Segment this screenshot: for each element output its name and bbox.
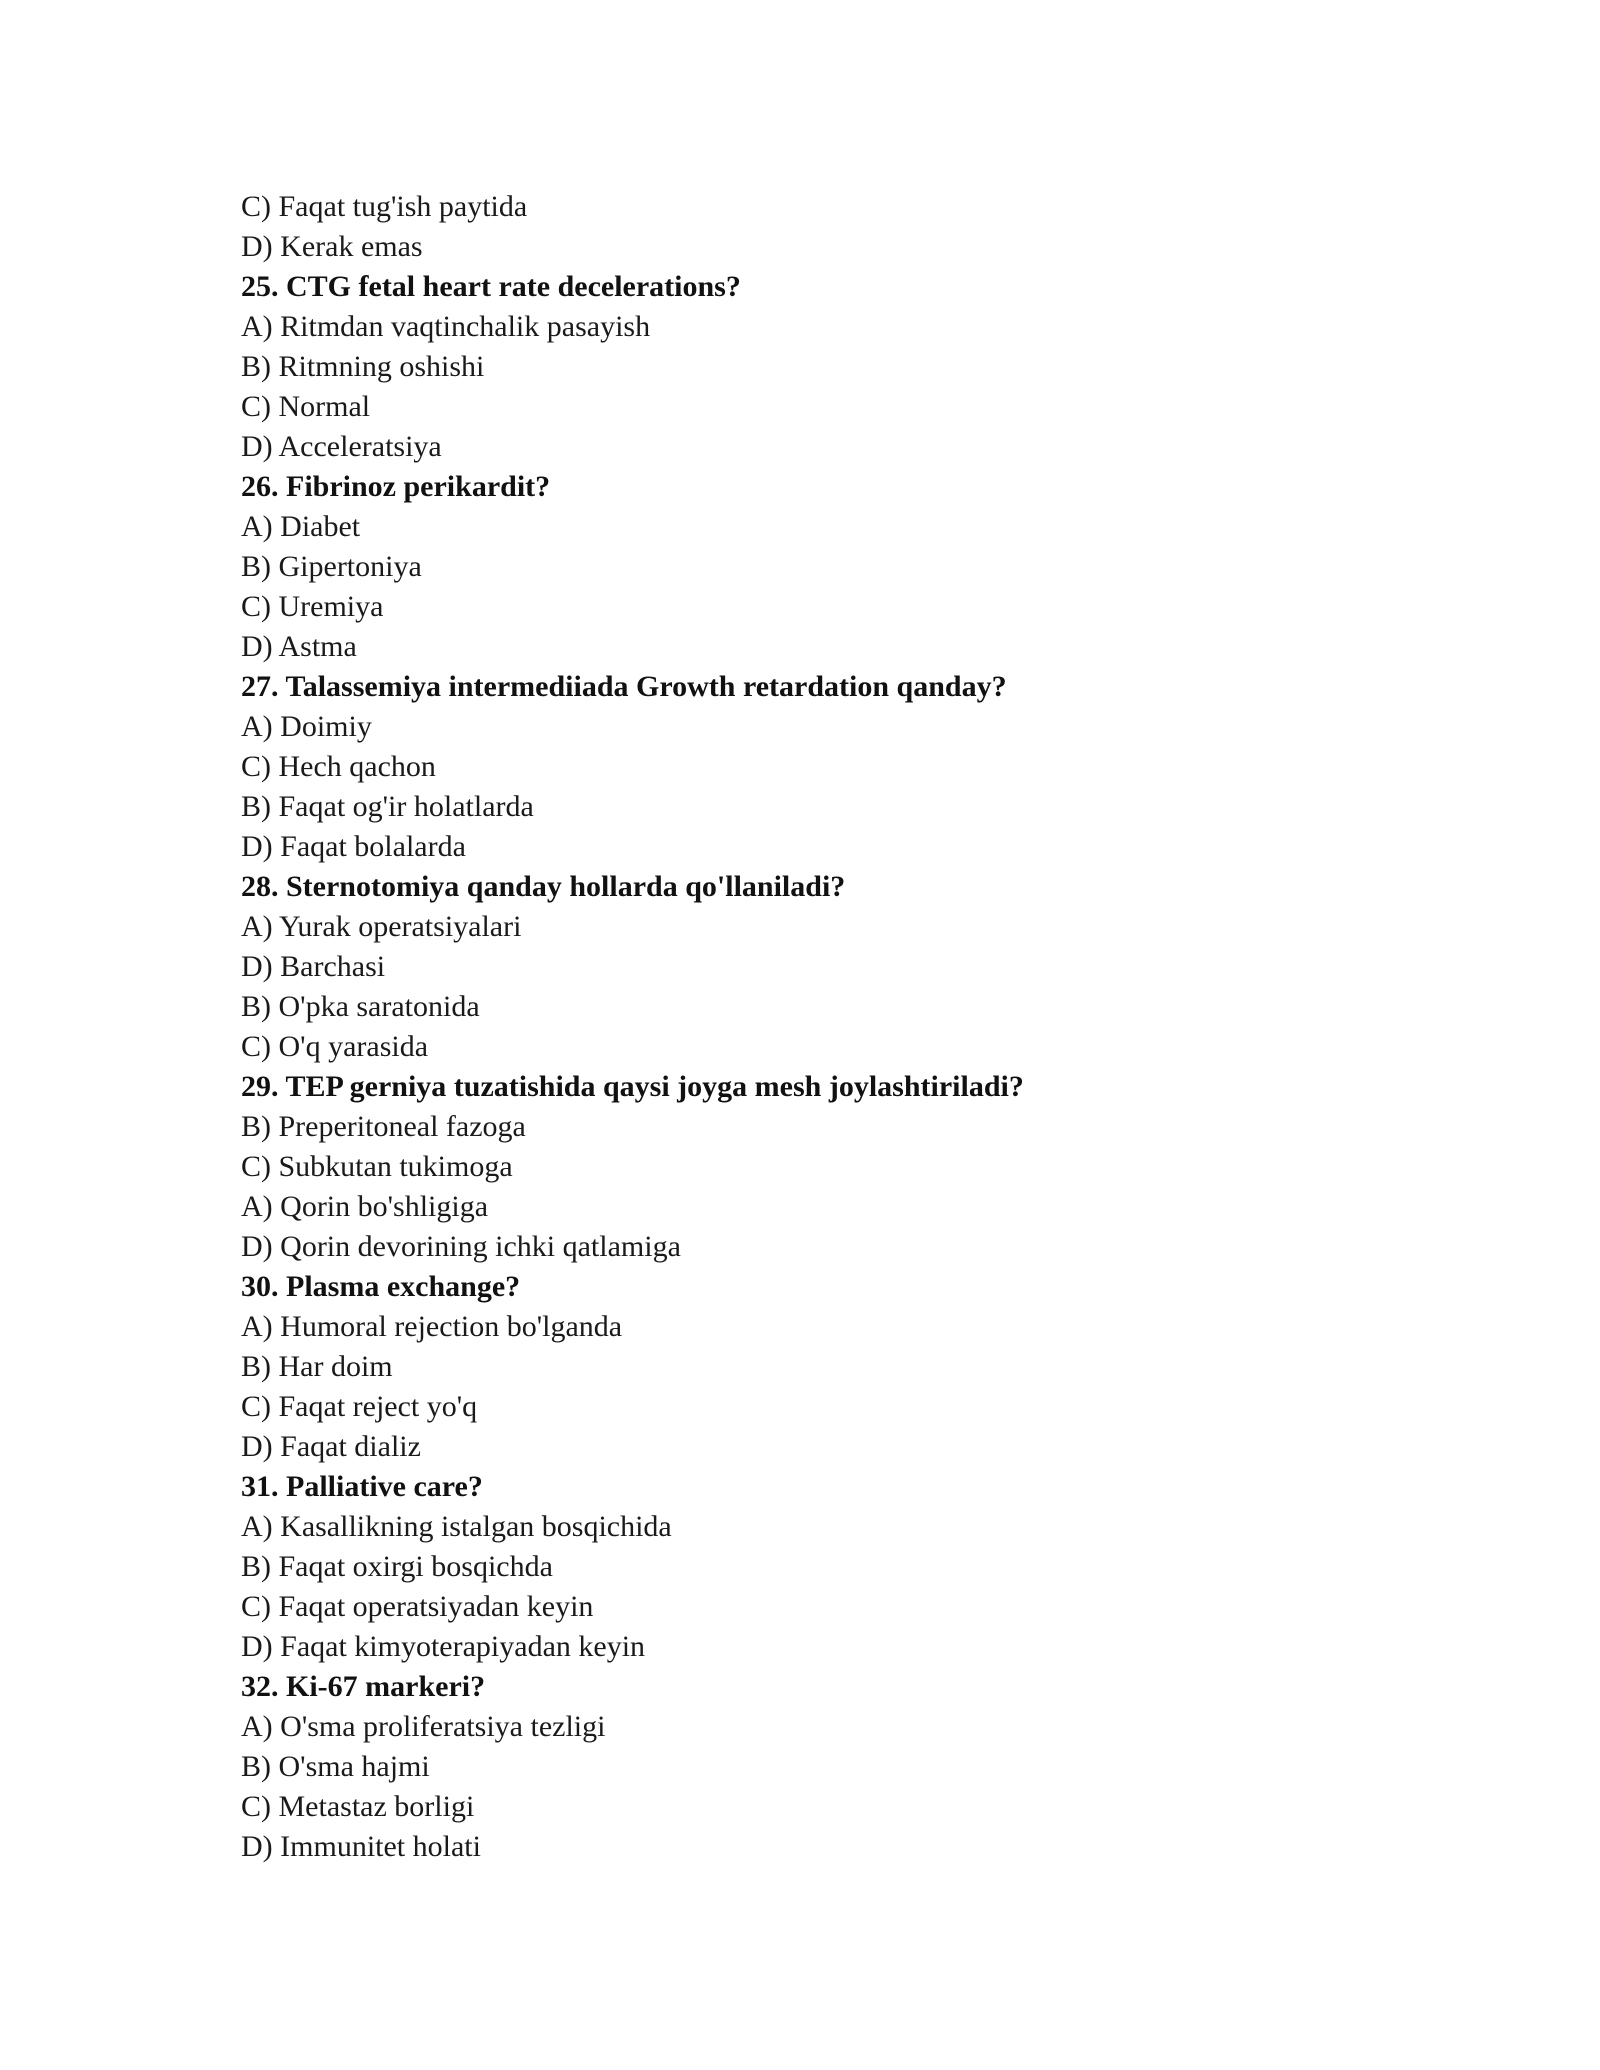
question-heading: 28. Sternotomiya qanday hollarda qo'llaniladi? [241,870,846,903]
answer-option: B) O'sma hajmi [241,1750,430,1783]
answer-option: B) Har doim [241,1350,393,1383]
answer-option: B) Ritmning oshishi [241,350,485,383]
question-heading: 27. Talassemiya intermediiada Growth retardation qanday? [241,670,1007,703]
answer-option: A) Ritmdan vaqtinchalik pasayish [241,310,651,343]
answer-option: A) Yurak operatsiyalari [241,910,522,943]
answer-option: A) O'sma proliferatsiya tezligi [241,1710,606,1743]
answer-option: C) Faqat reject yo'q [241,1390,478,1423]
answer-option: D) Kerak emas [241,230,423,263]
answer-option: D) Faqat dializ [241,1430,421,1463]
answer-option: A) Qorin bo'shligiga [241,1190,489,1223]
quiz-content [241,187,1441,1867]
question-heading: 25. CTG fetal heart rate decelerations? [241,270,741,303]
answer-option: A) Diabet [241,510,361,543]
answer-option: C) Metastaz borligi [241,1790,475,1823]
answer-option: B) O'pka saratonida [241,990,480,1023]
answer-option: B) Gipertoniya [241,550,422,583]
answer-option: C) Uremiya [241,590,384,623]
answer-option: C) Subkutan tukimoga [241,1150,513,1183]
answer-option: D) Astma [241,630,357,663]
answer-option: D) Immunitet holati [241,1830,481,1863]
answer-option: B) Faqat og'ir holatlarda [241,790,534,823]
answer-option: C) Normal [241,390,371,423]
answer-option: A) Kasallikning istalgan bosqichida [241,1510,672,1543]
answer-option: A) Humoral rejection bo'lganda [241,1310,623,1343]
answer-option: C) Faqat tug'ish paytida [241,190,528,223]
answer-option: D) Faqat kimyoterapiyadan keyin [241,1630,646,1663]
answer-option: A) Doimiy [241,710,372,743]
answer-option: C) Faqat operatsiyadan keyin [241,1590,594,1623]
question-heading: 30. Plasma exchange? [241,1270,521,1303]
question-heading: 29. TEP gerniya tuzatishida qaysi joyga mesh joylashtiriladi? [241,1070,1024,1103]
question-heading: 31. Palliative care? [241,1470,483,1503]
question-heading: 32. Ki-67 markeri? [241,1670,486,1703]
answer-option: D) Qorin devorining ichki qatlamiga [241,1230,681,1263]
question-heading: 26. Fibrinoz perikardit? [241,470,551,503]
answer-option: B) Preperitoneal fazoga [241,1110,526,1143]
answer-option: B) Faqat oxirgi bosqichda [241,1550,553,1583]
answer-option: D) Acceleratsiya [241,430,442,463]
answer-option: D) Faqat bolalarda [241,830,466,863]
answer-option: C) O'q yarasida [241,1030,429,1063]
answer-option: C) Hech qachon [241,750,436,783]
answer-option: D) Barchasi [241,950,386,983]
